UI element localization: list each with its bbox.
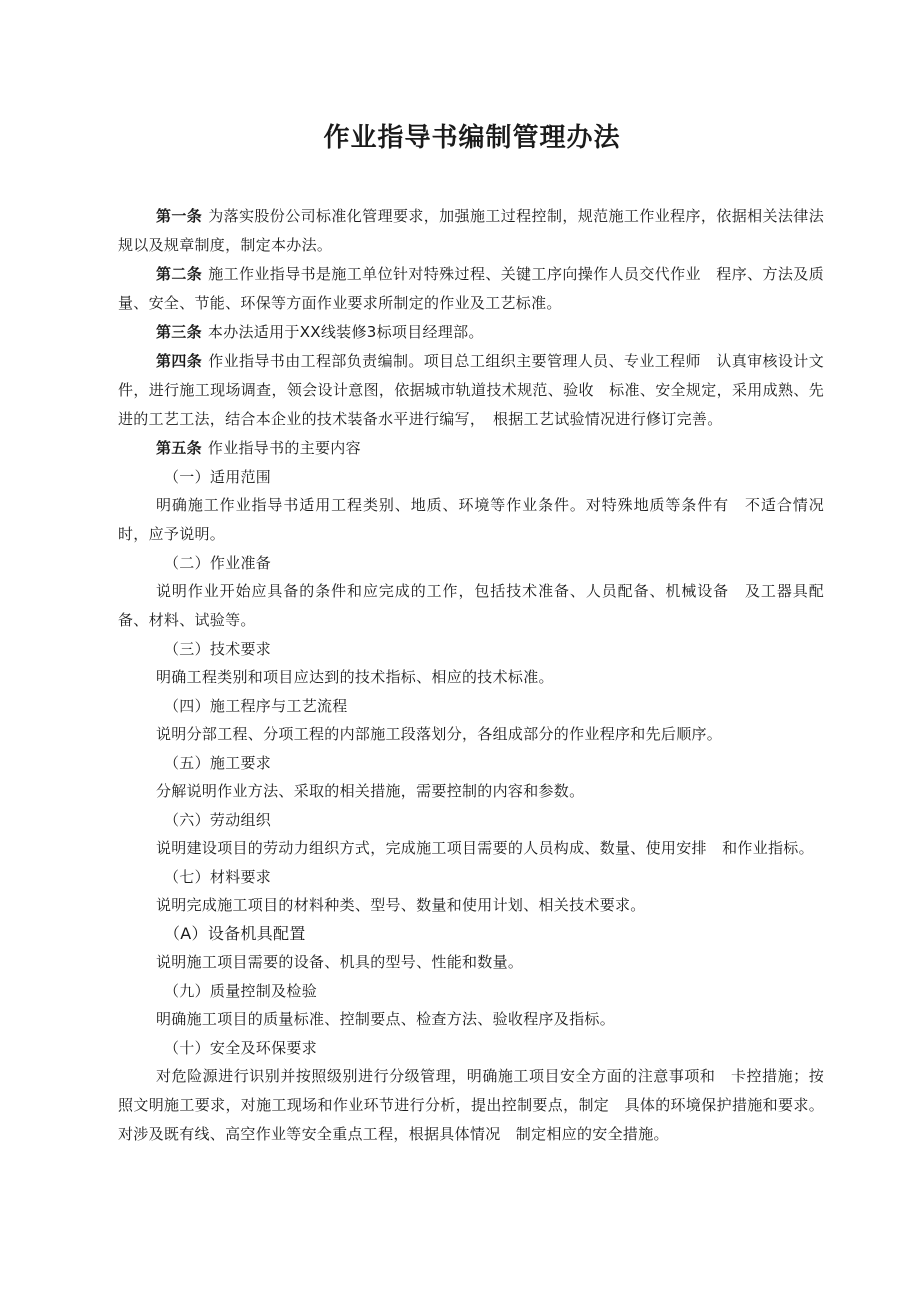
article-label: 第四条 [156,352,203,370]
section-heading-9: （九）质量控制及检验 [164,982,318,1000]
article-text: 施工作业指导书是施工单位针对特殊过程、关键工序向操作人员交代作业 程序、方法及质量、安全、节能、环保等方面作业要求所制定的作业及工艺标准。 [118,265,824,312]
article-4 [118,347,824,434]
article-text: 本办法适用于XX线装修3标项目经理部。 [207,323,484,341]
section-body-4: 说明分部工程、分项工程的内部施工段落划分，各组成部分的作业程序和先后顺序。 [156,725,723,743]
section-body-10: 对危险源进行识别并按照级别进行分级管理，明确施工项目安全方面的注意事项和 卡控措施；按照文明施工要求，对施工现场和作业环节进行分析，提出控制要点，制定 具体的环境保护措施和要求。对涉及既有线、高空作业等安全重点工程，根据具体情况 制定相应的安全措施。 [118,1067,824,1143]
article-2 [118,260,824,318]
section-heading-10: （十）安全及环保要求 [164,1039,318,1057]
section-body-8: 说明施工项目需要的设备、机具的型号、性能和数量。 [156,953,524,971]
section-body-2: 说明作业开始应具备的条件和应完成的工作，包括技术准备、人员配备、机械设备 及工器具配备、材料、试验等。 [118,582,824,629]
article-text: 作业指导书的主要内容 [207,439,361,457]
section-heading-1: （一）适用范围 [164,468,272,486]
section-body-3: 明确工程类别和项目应达到的技术指标、相应的技术标准。 [156,668,554,686]
section-heading-7: （七）材料要求 [164,868,272,886]
article-3 [118,318,824,347]
document-title: 作业指导书编制管理办法 [323,123,621,153]
section-body-6: 说明建设项目的劳动力组织方式，完成施工项目需要的人员构成、数量、使用安排 和作业指标。 [156,839,814,857]
article-1 [118,202,824,260]
section-body-1: 明确施工作业指导书适用工程类别、地质、环境等作业条件。对特殊地质等条件有 不适合情况时，应予说明。 [118,496,824,543]
article-label: 第二条 [156,265,203,283]
article-text: 为落实股份公司标准化管理要求，加强施工过程控制，规范施工作业程序，依据相关法律法规以及规章制度，制定本办法。 [118,207,824,254]
section-body-7: 说明完成施工项目的材料种类、型号、数量和使用计划、相关技术要求。 [156,896,646,914]
section-body-9: 明确施工项目的质量标准、控制要点、检查方法、验收程序及指标。 [156,1010,616,1028]
section-heading-3: （三）技术要求 [164,640,272,658]
section-heading-6: （六）劳动组织 [164,811,272,829]
article-text: 作业指导书由工程部负责编制。项目总工组织主要管理人员、专业工程师 认真审核设计文件，进行施工现场调查，领会设计意图，依据城市轨道技术规范、验收 标准、安全规定，采用成熟、先进的工艺工法，结合本企业的技术装备水平进行编写， 根据工艺试验情况进行修订完善。 [118,352,824,428]
article-label: 第一条 [156,207,203,225]
section-heading-5: （五）施工要求 [164,754,272,772]
article-label: 第三条 [156,323,202,341]
document-page [118,118,824,1149]
article-label: 第五条 [156,439,202,457]
section-heading-2: （二）作业准备 [164,554,272,572]
section-heading-8: （A）设备机具配置 [164,924,306,943]
section-body-5: 分解说明作业方法、采取的相关措施，需要控制的内容和参数。 [156,782,585,800]
article-5 [118,434,824,463]
section-heading-4: （四）施工程序与工艺流程 [164,697,348,715]
